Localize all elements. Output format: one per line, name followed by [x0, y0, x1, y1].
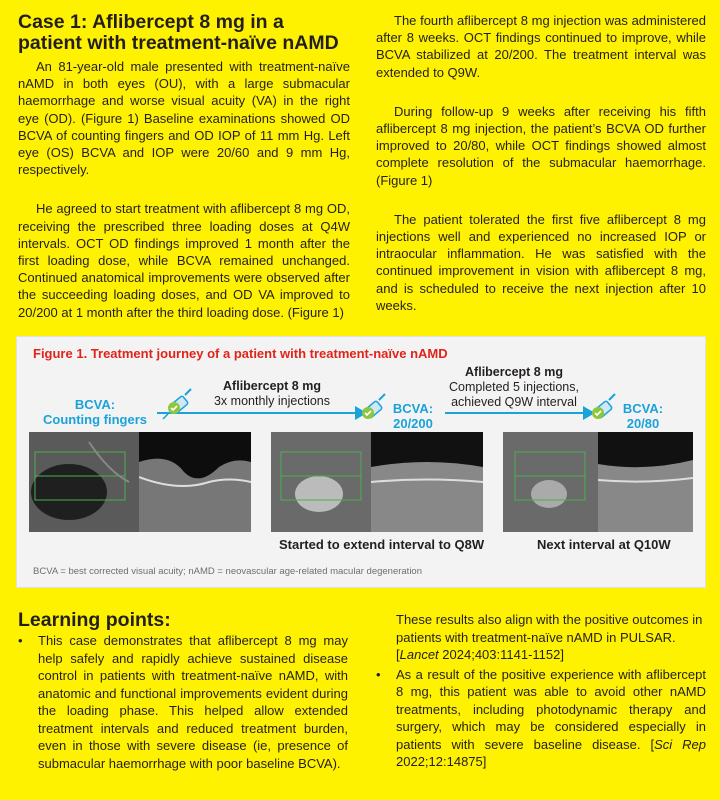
figure-footnote: BCVA = best corrected visual acuity; nAMD = neovascular age-related macular degeneration	[33, 566, 423, 577]
learning-point-text: This case demonstrates that aflibercept 8 mg may help safely and rapidly achieve sustained disease control in patients with treatment-naïve nAMD, with anatomic and functional improvements evident during the loading phase. This helped allow extended treatment intervals and reduced treatment burden, even in those with severe disease (ie, presence of submacular haemorrhage with poor baseline BCVA).	[38, 633, 348, 771]
bcva-label: BCVA:	[622, 401, 664, 416]
case-paragraph: He agreed to start treatment with aflibercept 8 mg OD, receiving the prescribed three loading doses at Q4W intervals. OCT OD findings improved 1 month after the first loading dose, while BCVA remained unchanged. Continued anatomical improvements were observed after the succeeding loading doses, and OD VA improved to 20/200 at 1 month after the third loading dose. (Figure 1)	[18, 201, 350, 320]
case-title: Case 1: Aflibercept 8 mg in a patient with treatment-naïve nAMD	[18, 11, 339, 54]
reference-journal: Lancet	[399, 647, 439, 662]
case-paragraph: The patient tolerated the first five aflibercept 8 mg injections well and experienced no increased IOP or intraocular inflammation. He was satisfied with the continued improvement in vision with aflibercept 8 mg, and is scheduled to receive the next injection after 10 weeks.	[376, 211, 706, 313]
arrow2-annotation	[429, 365, 599, 410]
drug-label: Aflibercept 8 mg	[223, 379, 321, 393]
regimen-label: Completed 5 injections,	[449, 380, 579, 394]
figure-title: Figure 1. Treatment journey of a patient with treatment-naïve nAMD	[33, 346, 448, 361]
bcva-value: Counting fingers	[43, 412, 147, 427]
case-paragraph: During follow-up 9 weeks after receiving his fifth aflibercept 8 mg injection, the patient’s BCVA OD further improved to 20/80, while OCT findings showed almost complete resolution of the submacular haemorrhage. (Figure 1)	[376, 103, 706, 188]
fundus-image	[271, 432, 371, 532]
bcva-baseline-label	[35, 397, 155, 427]
figure-panel	[16, 336, 706, 588]
bcva-value: 20/200	[393, 416, 433, 431]
regimen-label: 3x monthly injections	[213, 394, 331, 408]
timeline-arrow	[445, 412, 585, 414]
learning-point-text: These results also align with the positive outcomes in patients with treatment-naïve nAMD in PULSAR.	[396, 612, 703, 645]
case-left-column	[18, 12, 350, 343]
arrow1-annotation	[192, 379, 352, 409]
bullet: •	[376, 666, 381, 682]
learning-point	[18, 632, 348, 772]
learning-point	[376, 666, 706, 771]
learning-point-continuation: These results also align with the positive outcomes in patients with treatment-naïve nAMD in PULSAR. [Lancet 2024;403:1141-1152]	[396, 612, 703, 662]
regimen-label: achieved Q9W interval	[451, 395, 577, 409]
learning-points-title: Learning points:	[18, 609, 171, 631]
bcva-label: BCVA:	[74, 397, 116, 412]
baseline-scan-image	[29, 432, 251, 532]
syringe-icon	[159, 387, 195, 423]
fundus-image	[29, 432, 139, 532]
bullet: •	[18, 633, 23, 648]
q8w-caption: Started to extend interval to Q8W	[279, 537, 485, 552]
case-right-column	[376, 12, 706, 336]
reference-citation: 2024;403:1141-1152]	[438, 647, 564, 662]
bcva-step3-label	[613, 401, 673, 431]
learning-points-left	[18, 632, 348, 774]
oct-image	[598, 432, 693, 532]
q10w-caption: Next interval at Q10W	[537, 537, 671, 552]
bcva-value: 20/80	[626, 416, 660, 431]
q8w-scan-image	[271, 432, 483, 532]
oct-image	[139, 432, 251, 532]
oct-image	[371, 432, 483, 532]
reference-citation: 2022;12:14875]	[396, 754, 487, 769]
drug-label: Aflibercept 8 mg	[465, 365, 563, 379]
fundus-image	[503, 432, 598, 532]
bcva-label: BCVA:	[392, 401, 434, 416]
learning-points-right	[376, 611, 706, 773]
case-paragraph: The fourth aflibercept 8 mg injection was administered after 8 weeks. OCT findings continued to improve, while BCVA stabilized at 20/200. The treatment interval was extended to Q9W.	[376, 13, 706, 80]
case-paragraph: An 81-year-old male presented with treatment-naïve nAMD in both eyes (OU), with a large submacular haemorrhage and worse visual acuity (VA) in the right eye (OD). (Figure 1) Baseline examinations showed OD BCVA of counting fingers and OD IOP of 11 mm Hg. Left eye (OS) BCVA and IOP were 20/60 and 9 mm Hg, respectively.	[18, 59, 350, 178]
learning-point-text: As a result of the positive experience with aflibercept 8 mg, this patient was able to avoid other nAMD treatments, including photodynamic therapy and surgery, which may be considered especially in patients with severe baseline disease. [	[396, 666, 706, 752]
reference-journal: Sci Rep	[654, 736, 706, 752]
q10w-scan-image	[503, 432, 693, 532]
